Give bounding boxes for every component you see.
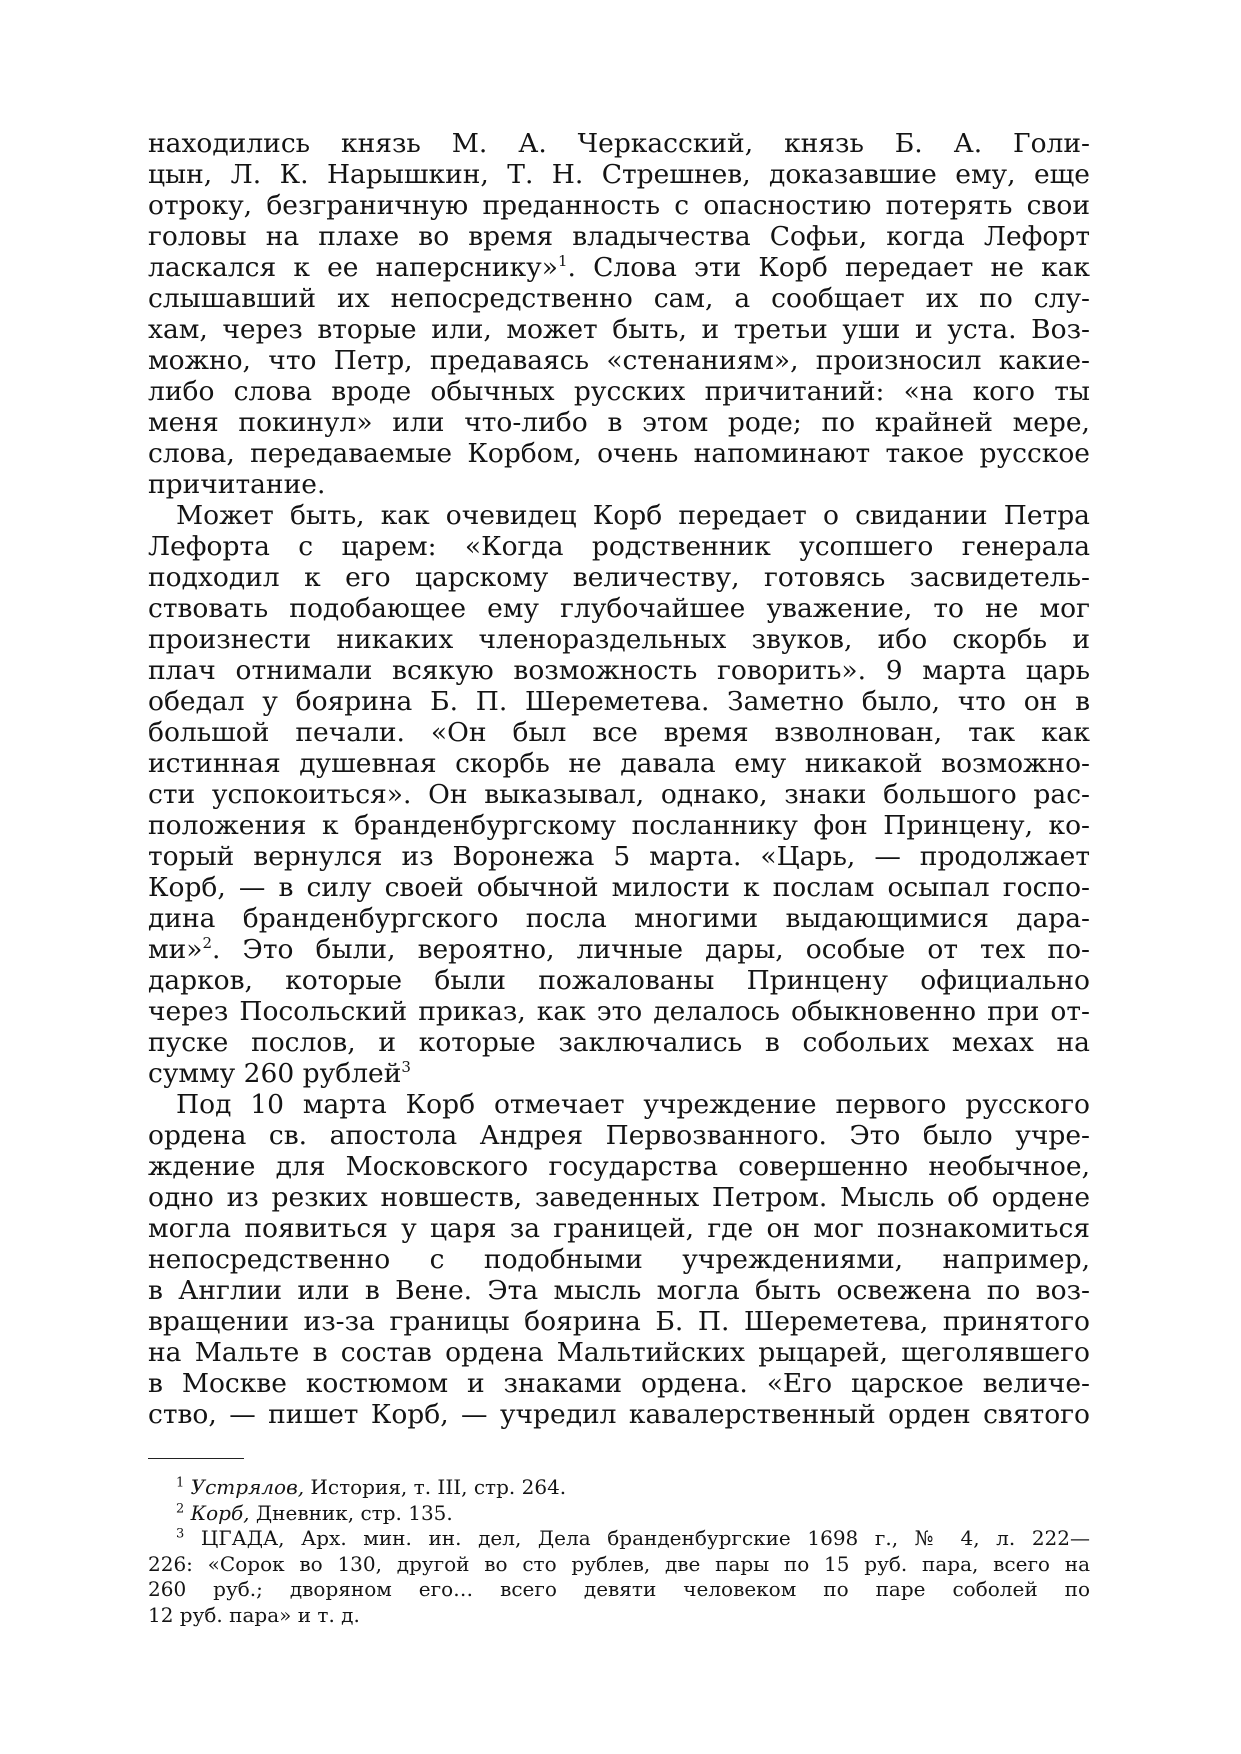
text-line: Может быть, как очевидец Корб передает о свидании Петра xyxy=(176,500,1090,531)
footnote-ref-2: 2 xyxy=(202,934,213,953)
text-line: пуске послов, и которые заключались в собольих мехах на xyxy=(148,1027,1090,1058)
text-line: ствовать подобающее ему глубочайшее уважение, то не мог xyxy=(148,593,1090,624)
text-line: хам, через вторые или, может быть, и третьи уши и уста. Воз- xyxy=(148,314,1090,345)
text-line: ство, — пишет Корб, — учредил кавалерственный орден святого xyxy=(148,1399,1090,1430)
text-line xyxy=(148,252,1090,283)
footnote-mark: 1 xyxy=(176,1475,185,1491)
text-line: находились князь М. А. Черкасский, князь Б. А. Голи- xyxy=(148,128,1090,159)
text-line: обедал у боярина Б. П. Шереметева. Заметно было, что он в xyxy=(148,686,1090,717)
footnote-ref-1: 1 xyxy=(557,252,568,271)
text-line: положения к бранденбургскому посланнику фон Принцену, ко- xyxy=(148,810,1090,841)
paragraph-2 xyxy=(148,500,1090,1089)
main-text xyxy=(148,128,1090,1430)
footnote-author: Устрялов, xyxy=(190,1475,305,1499)
text-line: головы на плахе во время владычества Софьи, когда Лефорт xyxy=(148,221,1090,252)
text-line: могла появиться у царя за границей, где он мог познакомиться xyxy=(148,1213,1090,1244)
book-page xyxy=(148,128,1090,1628)
text-line: слова, передаваемые Корбом, очень напоминают такое русское xyxy=(148,438,1090,469)
text-fragment: сумму 260 рублей xyxy=(148,1058,402,1089)
footnote-ref-3: 3 xyxy=(401,1058,411,1077)
text-line: можно, что Петр, предаваясь «стенаниям», произносил какие- xyxy=(148,345,1090,376)
text-fragment: ми» xyxy=(148,934,203,965)
text-line: Лефорта с царем: «Когда родственник усопшего генерала xyxy=(148,531,1090,562)
footnote-author: Корб, xyxy=(190,1500,250,1525)
text-line: слышавший их непосредственно сам, а сообщает их по слу- xyxy=(148,283,1090,314)
text-line: дарков, которые были пожалованы Принцену официально xyxy=(148,965,1090,996)
text-line: причитание. xyxy=(148,469,326,500)
text-line xyxy=(148,934,1090,965)
text-line: ордена св. апостола Андрея Первозванного. Это было учре- xyxy=(148,1120,1090,1151)
footnote-mark: 3 xyxy=(176,1526,185,1542)
footnote-2 xyxy=(148,1501,1090,1527)
text-line: цын, Л. К. Нарышкин, Т. Н. Стрешнев, доказавшие ему, еще xyxy=(148,159,1090,190)
text-line: торый вернулся из Воронежа 5 марта. «Царь, — продолжает xyxy=(148,841,1090,872)
text-line: истинная душевная скорбь не давала ему никакой возможно- xyxy=(148,748,1090,779)
footnotes xyxy=(148,1475,1090,1628)
text-line: дина бранденбургского посла многими выдающимися дара- xyxy=(148,903,1090,934)
text-line: вращении из-за границы боярина Б. П. Шереметева, принятого xyxy=(148,1306,1090,1337)
footnote-3 xyxy=(148,1526,1090,1628)
text-line: 260 руб.; дворяном его… всего девяти человеком по паре соболей по xyxy=(148,1577,1090,1601)
text-line: меня покинул» или что-либо в этом роде; по крайней мере, xyxy=(148,407,1090,438)
text-line: сти успокоиться». Он выказывал, однако, знаки большого рас- xyxy=(148,779,1090,810)
text-line: в Москве костюмом и знаками ордена. «Его царское величе- xyxy=(148,1368,1090,1399)
text-fragment: ласкался к ее наперснику» xyxy=(148,252,558,283)
footnote-separator xyxy=(148,1458,244,1459)
text-line: непосредственно с подобными учреждениями, например, xyxy=(148,1244,1090,1275)
text-line: произнести никаких членораздельных звуков, ибо скорбь и xyxy=(148,624,1090,655)
text-line: Корб, — в силу своей обычной милости к послам осыпал госпо- xyxy=(148,872,1090,903)
footnote-text: ЦГАДА, Арх. мин. ин. дел, Дела бранденбургские 1698 г., № 4, л. 222— xyxy=(200,1526,1090,1550)
text-line: 226: «Сорок во 130, другой во сто рублев, две пары по 15 руб. пара, всего на xyxy=(148,1551,1090,1576)
text-line: либо слова вроде обычных русских причитаний: «на кого ты xyxy=(148,376,1090,407)
footnote-1 xyxy=(148,1475,1090,1501)
footnote-text: История, т. III, стр. 264. xyxy=(304,1475,567,1499)
text-line: большой печали. «Он был все время взволнован, так как xyxy=(148,717,1090,748)
text-line: через Посольский приказ, как это делалось обыкновенно при от- xyxy=(148,996,1090,1027)
text-line xyxy=(148,1526,1090,1552)
footnote-mark: 2 xyxy=(176,1500,185,1516)
text-line xyxy=(148,1058,1090,1089)
paragraph-1 xyxy=(148,128,1090,500)
footnote-text: Дневник, стр. 135. xyxy=(249,1500,453,1525)
text-line: одно из резких новшеств, заведенных Петром. Мысль об ордене xyxy=(148,1182,1090,1213)
text-line: на Мальте в состав ордена Мальтийских рыцарей, щеголявшего xyxy=(148,1337,1090,1368)
text-fragment: . Это были, вероятно, личные дары, особые от тех по- xyxy=(212,934,1090,965)
text-fragment: . Слова эти Корб передает не как xyxy=(567,252,1090,283)
text-line: отроку, безграничную преданность с опасностию потерять свои xyxy=(148,190,1090,221)
text-line: плач отнимали всякую возможность говорить». 9 марта царь xyxy=(148,655,1090,686)
paragraph-3 xyxy=(148,1089,1090,1430)
text-line: в Англии или в Вене. Эта мысль могла быть освежена по воз- xyxy=(148,1275,1090,1306)
text-line: Под 10 марта Корб отмечает учреждение первого русского xyxy=(176,1089,1090,1120)
text-line: подходил к его царскому величеству, готовясь засвидетель- xyxy=(148,562,1090,593)
text-line: ждение для Московского государства совершенно необычное, xyxy=(148,1151,1090,1182)
text-line: 12 руб. пара» и т. д. xyxy=(148,1602,360,1627)
